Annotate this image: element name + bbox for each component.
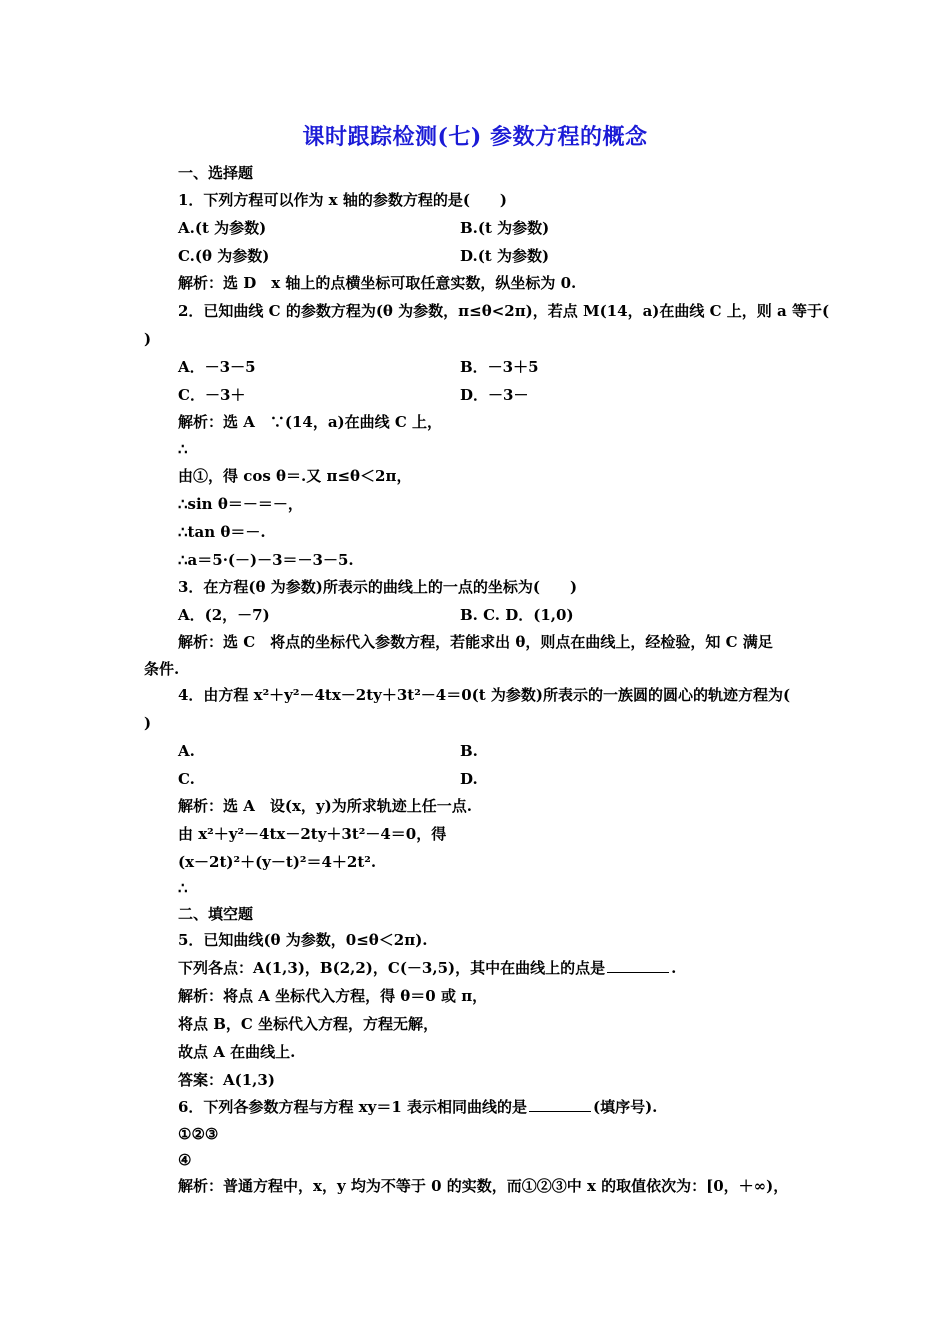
q6-options-line: ④ [178,1151,192,1169]
q3-stem: 3．在方程(θ 为参数)所表示的曲线上的一点的坐标为( ) [178,578,578,596]
q1-stem: 1．下列方程可以作为 x 轴的参数方程的是( ) [178,191,508,209]
section-heading-fill: 二、填空题 [178,905,254,923]
q2-option-a: A．－3－5 [178,358,256,376]
q6-stem-text: 6．下列各参数方程与方程 xy＝1 表示相同曲线的是 [178,1098,527,1116]
q5-analysis-line: 故点 A 在曲线上. [178,1043,296,1061]
q2-analysis-line: ∴a＝5·(－)－3＝－3－5. [178,551,354,569]
q6-stem-end: (填序号). [592,1098,658,1116]
q5-analysis-line: 解析：将点 A 坐标代入方程，得 θ＝0 或 π， [178,987,488,1005]
section-heading-choice: 一、选择题 [178,164,254,182]
q4-option-a: A. [178,742,195,760]
q1-option-d: D.(t 为参数) [460,247,550,265]
q4-analysis-line: 由 x²＋y²－4tx－2ty＋3t²－4＝0，得 [178,825,447,843]
q4-stem: 4．由方程 x²＋y²－4tx－2ty＋3t²－4＝0(t 为参数)所表示的一族圆的圆心的轨迹方程为( [178,686,791,704]
q2-analysis-line: 由①，得 cos θ＝.又 π≤θ＜2π， [178,467,412,485]
q2-analysis-line: ∴sin θ＝－＝－， [178,495,303,513]
q6-options-line: ①②③ [178,1125,219,1143]
q4-option-b: B. [460,742,478,760]
q4-option-d: D. [460,770,478,788]
q2-option-b: B．－3＋5 [460,358,539,376]
q1-option-c: C.(θ 为参数) [178,247,270,265]
q5-stem-2 [178,958,676,978]
answer-blank [529,1097,591,1112]
q2-stem-cont: ) [144,330,152,348]
q2-option-c: C．－3＋ [178,386,246,404]
q5-answer: 答案：A(1,3) [178,1071,275,1089]
q3-options-bcd: B. C. D．(1,0) [460,606,574,624]
q5-analysis-line: 将点 B，C 坐标代入方程，方程无解， [178,1015,439,1033]
q4-stem-cont: ) [144,714,152,732]
q3-analysis-cont: 条件. [144,660,180,678]
answer-blank [607,958,669,973]
q4-analysis-line: ∴ [178,879,188,897]
q1-option-b: B.(t 为参数) [460,219,550,237]
q1-option-a: A.(t 为参数) [178,219,267,237]
q3-analysis: 解析：选 C 将点的坐标代入参数方程，若能求出 θ，则点在曲线上，经检验，知 C 满足 [178,633,773,651]
q4-analysis-line: 解析：选 A 设(x，y)为所求轨迹上任一点. [178,797,472,815]
q2-analysis-line: ∴tan θ＝－. [178,523,266,541]
q5-stem-2-text: 下列各点：A(1,3)，B(2,2)，C(－3,5)，其中在曲线上的点是 [178,959,606,977]
q3-option-a: A．(2，－7) [178,606,270,624]
q2-analysis-line: 解析：选 A ∵(14，a)在曲线 C 上， [178,413,443,431]
q5-stem-2-end: . [671,959,677,977]
q2-option-d: D．－3－ [460,386,529,404]
q2-analysis-line: ∴ [178,440,188,458]
q5-stem: 5．已知曲线(θ 为参数，0≤θ＜2π). [178,931,428,949]
q4-analysis-line: (x－2t)²＋(y－t)²＝4＋2t². [178,853,377,871]
page-title: 课时跟踪检测(七) 参数方程的概念 [302,124,648,150]
q2-stem: 2．已知曲线 C 的参数方程为(θ 为参数，π≤θ<2π)，若点 M(14，a)在曲线 C 上，则 a 等于( [178,302,830,320]
q6-analysis: 解析：普通方程中，x，y 均为不等于 0 的实数，而①②③中 x 的取值依次为：[0，＋∞)， [178,1177,789,1195]
q6-stem [178,1097,657,1117]
q4-option-c: C. [178,770,195,788]
q1-analysis: 解析：选 D x 轴上的点横坐标可取任意实数，纵坐标为 0. [178,274,577,292]
